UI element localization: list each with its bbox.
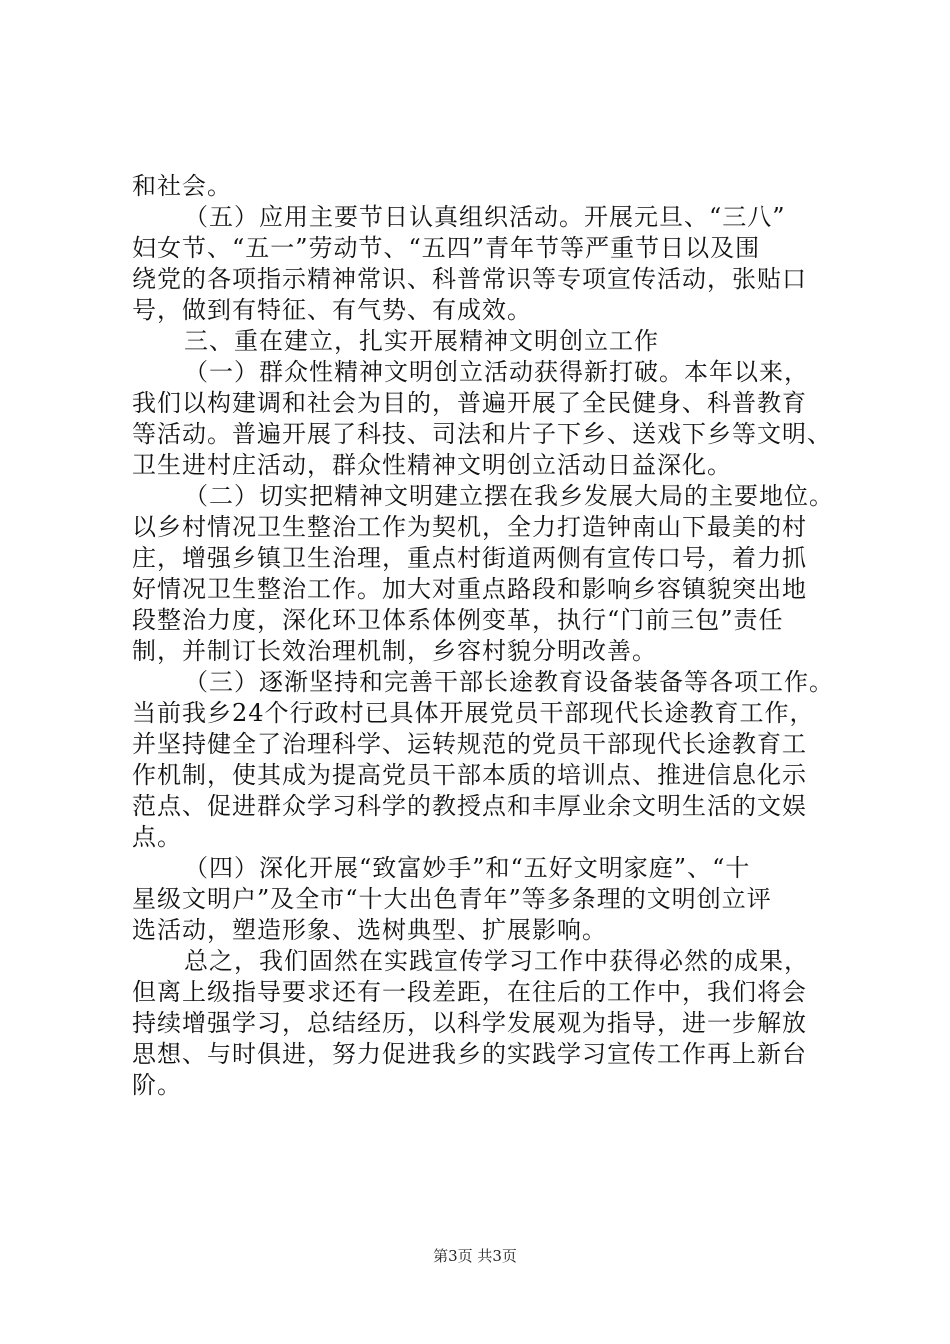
text-line: 庄，增强乡镇卫生治理，重点村街道两侧有宣传口号，着力抓 xyxy=(132,544,807,572)
text-line: 当前我乡24个行政村已具体开展党员干部现代长途教育工作， xyxy=(132,699,815,727)
text-line: 和社会。 xyxy=(132,172,232,200)
text-line: 阶。 xyxy=(132,1071,182,1099)
paragraph-start-line: （四）深化开展“致富妙手”和“五好文明家庭”、“十 xyxy=(184,854,751,882)
paragraph-start-line: 总之，我们固然在实践宣传学习工作中获得必然的成果， xyxy=(184,947,809,975)
paragraph-start-line: （三）逐渐坚持和完善干部长途教育设备装备等各项工作。 xyxy=(184,668,834,696)
text-line: 等活动。普遍开展了科技、司法和片子下乡、送戏下乡等文明、 xyxy=(132,420,832,448)
text-line: 选活动，塑造形象、选树典型、扩展影响。 xyxy=(132,916,607,944)
text-line: 持续增强学习，总结经历，以科学发展观为指导，进一步解放 xyxy=(132,1009,807,1037)
text-line: 绕党的各项指示精神常识、科普常识等专项宣传活动，张贴口 xyxy=(132,265,807,293)
text-line: 范点、促进群众学习科学的教授点和丰厚业余文明生活的文娱 xyxy=(132,792,807,820)
paragraph-start-line: （二）切实把精神文明建立摆在我乡发展大局的主要地位。 xyxy=(184,482,834,510)
paragraph-start-line: （五）应用主要节日认真组织活动。开展元旦、“三八” xyxy=(184,203,786,231)
text-line: 但离上级指导要求还有一段差距，在往后的工作中，我们将会 xyxy=(132,978,807,1006)
text-line: 段整治力度，深化环卫体系体例变革，执行“门前三包”责任 xyxy=(132,606,784,634)
text-line: 并坚持健全了治理科学、运转规范的党员干部现代长途教育工 xyxy=(132,730,807,758)
section-heading: 三、重在建立，扎实开展精神文明创立工作 xyxy=(184,327,659,355)
text-line: 我们以构建调和社会为目的，普遍开展了全民健身、科普教育 xyxy=(132,389,807,417)
text-line: 好情况卫生整治工作。加大对重点路段和影响乡容镇貌突出地 xyxy=(132,575,807,603)
text-line: 点。 xyxy=(132,823,182,851)
page-number-footer: 第3页 共3页 xyxy=(433,1247,517,1265)
text-line: 思想、与时俱进，努力促进我乡的实践学习宣传工作再上新台 xyxy=(132,1040,807,1068)
text-line: 星级文明户”及全市“十大出色青年”等多条理的文明创立评 xyxy=(132,885,772,913)
text-line: 制，并制订长效治理机制，乡容村貌分明改善。 xyxy=(132,637,657,665)
text-line: 号，做到有特征、有气势、有成效。 xyxy=(132,296,532,324)
paragraph-start-line: （一）群众性精神文明创立活动获得新打破。本年以来， xyxy=(184,358,809,386)
text-line: 卫生进村庄活动，群众性精神文明创立活动日益深化。 xyxy=(132,451,732,479)
text-line: 作机制，使其成为提高党员干部本质的培训点、推进信息化示 xyxy=(132,761,807,789)
text-line: 以乡村情况卫生整治工作为契机，全力打造钟南山下最美的村 xyxy=(132,513,807,541)
text-line: 妇女节、“五一”劳动节、“五四”青年节等严重节日以及围 xyxy=(132,234,761,262)
